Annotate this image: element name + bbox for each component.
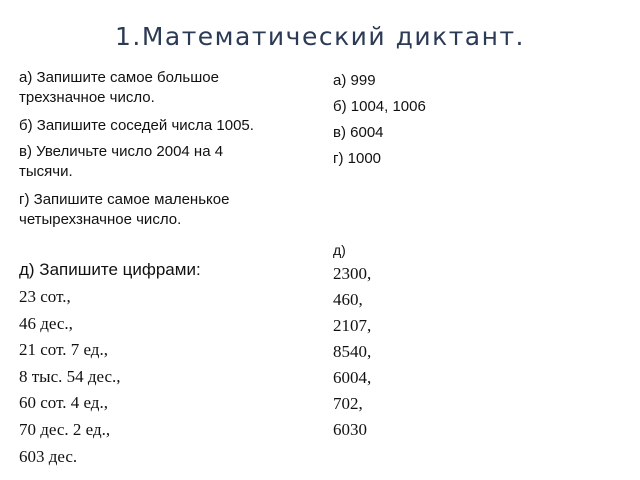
task-d bbox=[19, 256, 201, 470]
task-d-item: 60 сот. 4 ед., bbox=[19, 393, 108, 413]
answer-d-label: д) bbox=[333, 242, 346, 258]
answer-v: в) 6004 bbox=[333, 124, 384, 141]
task-d-item: 21 сот. 7 ед., bbox=[19, 340, 108, 360]
answer-d-value: 6004, bbox=[333, 368, 372, 387]
answer-b: б) 1004, 1006 bbox=[333, 98, 426, 115]
task-d-item: 8 тыс. 54 дес., bbox=[19, 366, 121, 386]
task-g bbox=[19, 190, 229, 230]
task-d-item: 603 дес. bbox=[19, 446, 78, 466]
answer-d-value: 8540, bbox=[333, 342, 372, 361]
answer-d-value: 460, bbox=[333, 290, 363, 309]
answer-d-value: 702, bbox=[333, 394, 363, 413]
task-v-line-2: тысячи. bbox=[19, 163, 73, 180]
task-d-heading: д) Запишите цифрами: bbox=[19, 260, 201, 279]
task-d-item: 46 дес., bbox=[19, 313, 73, 333]
answers-d bbox=[333, 261, 371, 443]
task-d-item: 70 дес. 2 ед., bbox=[19, 419, 111, 439]
task-a-line-1: а) Запишите самое большое bbox=[19, 69, 219, 86]
answer-g: г) 1000 bbox=[333, 150, 382, 167]
answer-d-value: 6030 bbox=[333, 420, 367, 439]
answers-top bbox=[333, 68, 426, 172]
task-a bbox=[19, 68, 219, 108]
answer-d-value: 2300, bbox=[333, 264, 372, 283]
task-g-line-2: четырехзначное число. bbox=[19, 211, 182, 228]
task-a-line-2: трехзначное число. bbox=[19, 89, 155, 106]
task-b-line-1: б) Запишите соседей числа 1005. bbox=[19, 117, 254, 134]
task-v bbox=[19, 142, 223, 182]
slide-title: 1.Математический диктант. bbox=[115, 22, 525, 51]
task-b bbox=[19, 116, 254, 136]
task-v-line-1: в) Увеличьте число 2004 на 4 bbox=[19, 143, 224, 160]
task-d-item: 23 сот., bbox=[19, 287, 71, 306]
answer-a: а) 999 bbox=[333, 72, 376, 89]
task-g-line-1: г) Запишите самое маленькое bbox=[19, 191, 230, 208]
answer-d-value: 2107, bbox=[333, 316, 372, 335]
